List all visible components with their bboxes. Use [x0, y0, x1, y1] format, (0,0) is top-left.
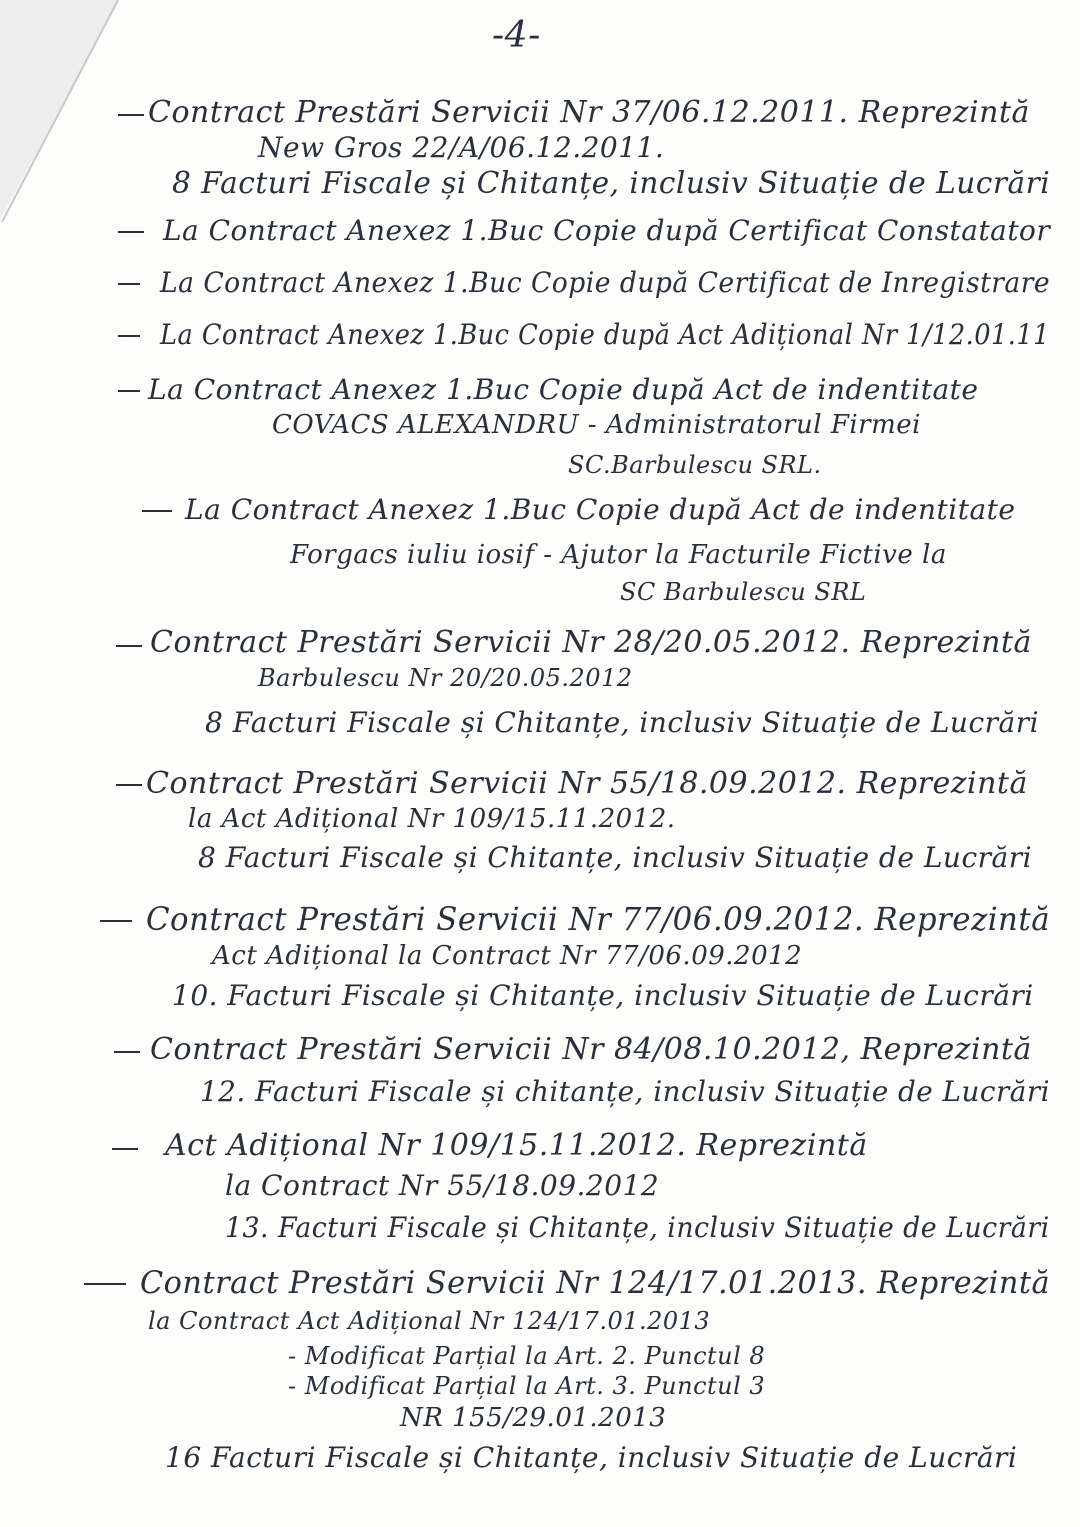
entry-dash	[84, 1283, 126, 1285]
handwritten-line: La Contract Anexez 1.Buc Copie după Act de indentitate	[185, 493, 1016, 526]
handwritten-line: 8 Facturi Fiscale și Chitanțe, inclusiv Situație de Lucrări	[205, 706, 1040, 739]
entry-dash	[112, 1148, 138, 1150]
handwritten-line: Act Adițional Nr 109/15.11.2012. Reprezintă	[165, 1128, 868, 1163]
handwritten-line: la Contract Act Adițional Nr 124/17.01.2013	[148, 1307, 711, 1335]
handwritten-line: la Contract Nr 55/18.09.2012	[225, 1169, 660, 1202]
handwritten-line: 12. Facturi Fiscale și chitanțe, inclusiv Situație de Lucrări	[200, 1075, 1051, 1108]
handwritten-line: 8 Facturi Fiscale și Chitanțe, inclusiv Situație de Lucrări	[198, 841, 1033, 874]
handwritten-line: New Gros 22/A/06.12.2011.	[258, 131, 665, 164]
handwritten-line: Contract Prestări Servicii Nr 55/18.09.2012. Reprezintă	[146, 766, 1028, 801]
entry-dash	[116, 645, 142, 647]
handwritten-line: SC Barbulescu SRL	[620, 578, 867, 606]
handwritten-line: Contract Prestări Servicii Nr 77/06.09.2012. Reprezintă	[146, 900, 1051, 938]
handwritten-line: Contract Prestări Servicii Nr 84/08.10.2012, Reprezintă	[150, 1032, 1032, 1067]
handwritten-line: La Contract Anexez 1.Buc Copie după Certificat de Inregistrare	[160, 266, 1051, 299]
entry-dash	[118, 335, 140, 337]
page-number: -4-	[492, 15, 541, 56]
handwritten-line: Barbulescu Nr 20/20.05.2012	[258, 664, 633, 692]
handwritten-line: 13. Facturi Fiscale și Chitanțe, inclusiv Situație de Lucrări	[225, 1211, 1050, 1244]
handwritten-line: 10. Facturi Fiscale și Chitanțe, inclusiv Situație de Lucrări	[172, 979, 1034, 1012]
handwritten-line: Contract Prestări Servicii Nr 28/20.05.2012. Reprezintă	[150, 625, 1032, 660]
entry-dash	[116, 784, 142, 786]
handwritten-line: 16 Facturi Fiscale și Chitanțe, inclusiv Situație de Lucrări	[165, 1441, 1018, 1474]
handwritten-line: 8 Facturi Fiscale și Chitanțe, inclusiv Situație de Lucrări	[172, 166, 1051, 201]
handwritten-line: - Modificat Parțial la Art. 3. Punctul 3	[288, 1372, 766, 1400]
handwritten-line: La Contract Anexez 1.Buc Copie după Act de indentitate	[148, 373, 979, 406]
handwritten-line: SC.Barbulescu SRL.	[568, 451, 822, 479]
entry-dash	[114, 1051, 140, 1053]
handwritten-line: la Act Adițional Nr 109/15.11.2012.	[188, 804, 676, 834]
entry-dash	[100, 920, 132, 922]
entry-dash	[118, 390, 140, 392]
entry-dash	[118, 114, 144, 116]
handwritten-line: La Contract Anexez 1.Buc Copie după Act Adițional Nr 1/12.01.11	[160, 318, 1050, 351]
handwritten-line: La Contract Anexez 1.Buc Copie după Certificat Constatator	[163, 214, 1051, 247]
entry-dash	[142, 510, 172, 512]
handwritten-line: - Modificat Parțial la Art. 2. Punctul 8	[288, 1342, 766, 1370]
handwritten-line: Forgacs iuliu iosif - Ajutor la Facturile Fictive la	[290, 540, 947, 570]
entry-dash	[118, 283, 140, 285]
entry-dash	[118, 231, 144, 233]
handwritten-line: Contract Prestări Servicii Nr 124/17.01.2013. Reprezintă	[140, 1265, 1051, 1301]
handwritten-line: NR 155/29.01.2013	[400, 1403, 667, 1433]
handwritten-line: Act Adițional la Contract Nr 77/06.09.2012	[212, 941, 803, 971]
handwritten-line: COVACS ALEXANDRU - Administratorul Firmei	[272, 410, 921, 440]
handwritten-line: Contract Prestări Servicii Nr 37/06.12.2011. Reprezintă	[148, 95, 1030, 130]
